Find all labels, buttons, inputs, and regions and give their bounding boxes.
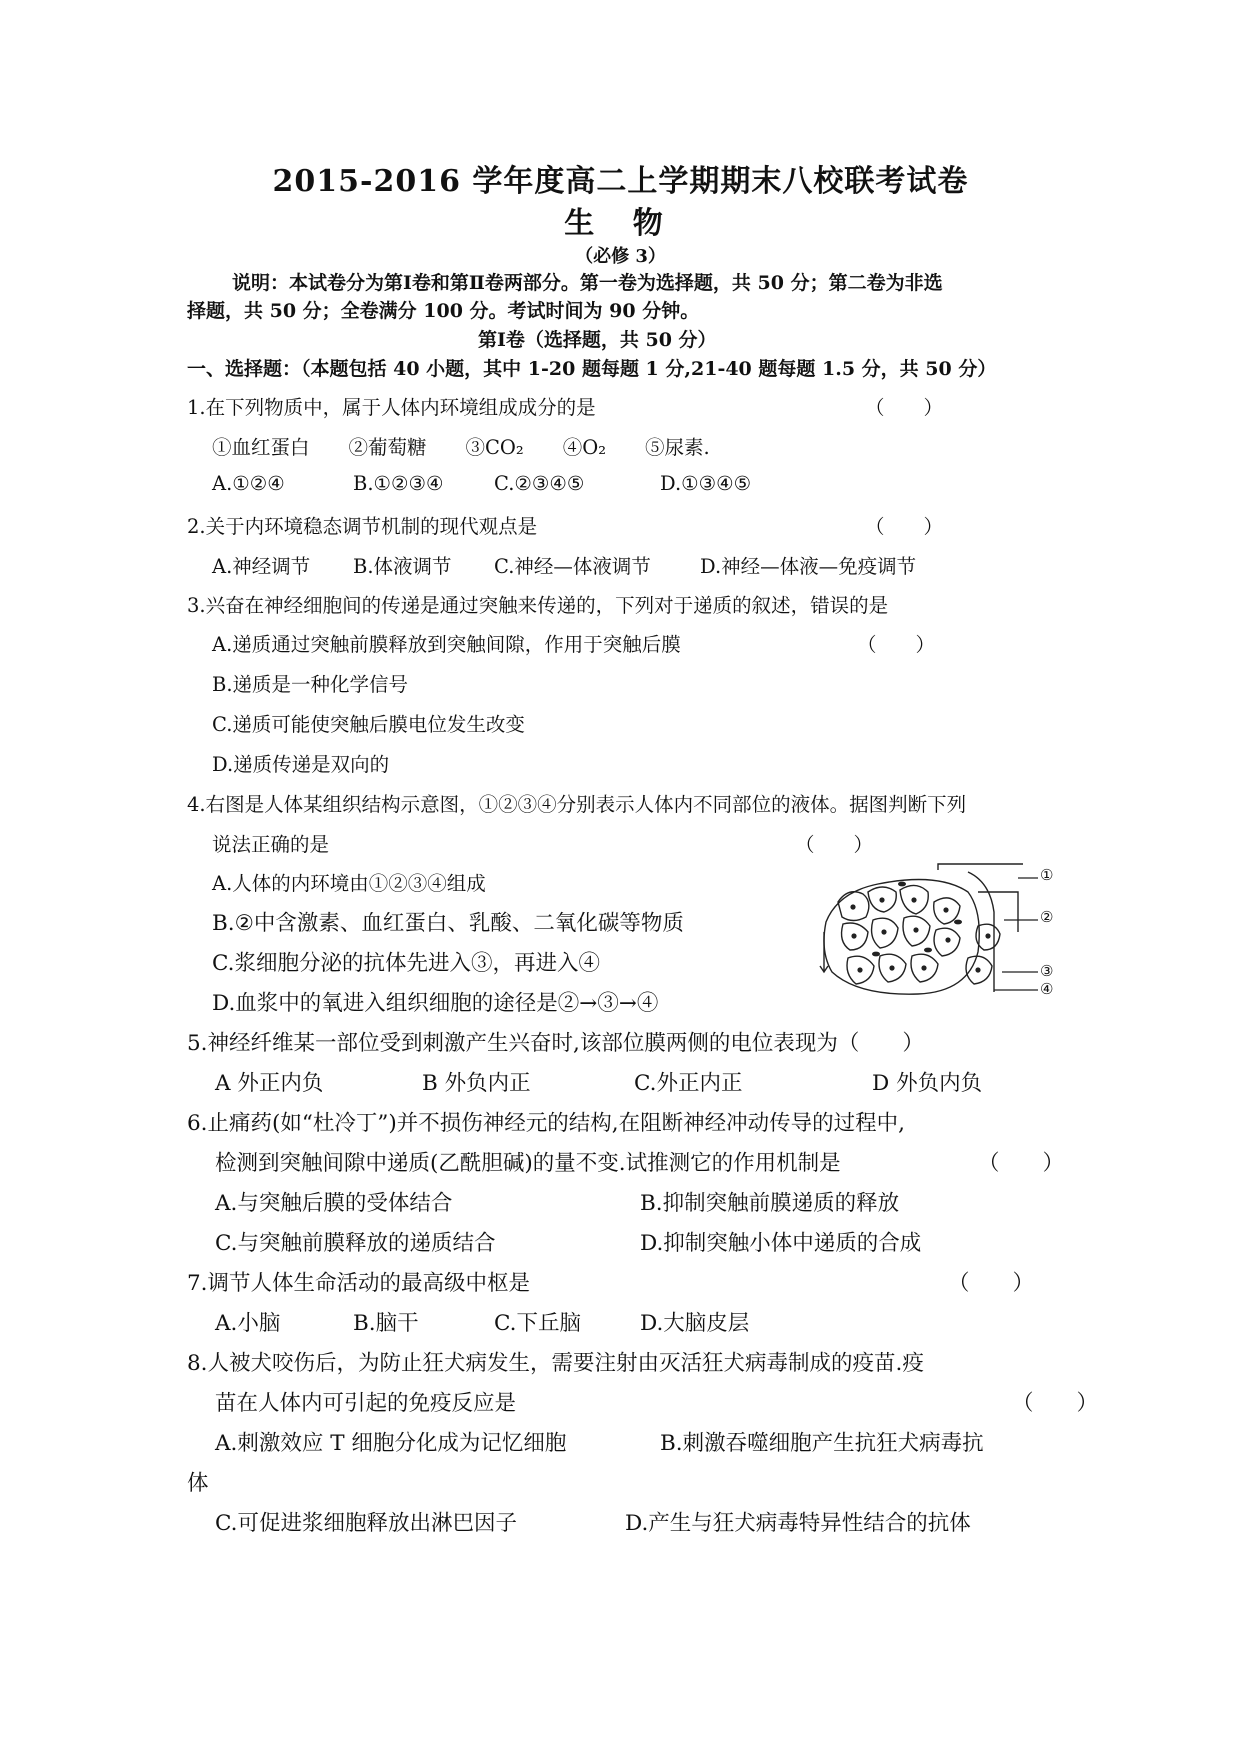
q4-option-d: D.血浆中的氧进入组织细胞的途径是②→③→④ [212,991,659,1016]
subject-title: 生 物 [564,206,677,241]
q3-option-a: A.递质通过突触前膜释放到突触间隙，作用于突触后膜 [212,633,681,656]
q3-option-b: B.递质是一种化学信号 [212,673,409,696]
diagram-label-4: ④ [1040,980,1054,998]
q8-stem-line-1: 8.人被犬咬伤后，为防止狂犬病发生，需要注射由灭活狂犬病毒制成的疫苗.疫 [187,1351,924,1376]
q4-option-c: C.浆细胞分泌的抗体先进入③，再进入④ [212,951,601,976]
q7-option-d: D.大脑皮层 [640,1311,750,1336]
q3-stem: 3.兴奋在神经细胞间的传递是通过突触来传递的，下列对于递质的叙述，错误的是 [187,594,889,617]
q6-option-a: A.与突触后膜的受体结合 [215,1191,453,1216]
instructions-line-1: 说明：本试卷分为第Ⅰ卷和第Ⅱ卷两部分。第一卷为选择题，共 50 分；第二卷为非选 [232,272,943,294]
q5-option-d: D 外负内负 [872,1071,983,1096]
q7-option-c: C.下丘脑 [494,1311,582,1336]
q3-answer-blank: （ ） [857,633,936,656]
q6-stem-line-2: 检测到突触间隙中递质(乙酰胆碱)的量不变.试推测它的作用机制是 [215,1151,841,1176]
part-title: 第Ⅰ卷（选择题，共 50 分） [478,329,717,351]
q6-answer-blank: （ ） [978,1151,1065,1176]
q7-option-a: A.小脑 [215,1311,281,1336]
q6-stem-line-1: 6.止痛药(如“杜冷丁”)并不损伤神经元的结构,在阻断神经冲动传导的过程中, [187,1111,905,1136]
q4-stem-line-2: 说法正确的是 [212,833,330,856]
q8-option-b-continued: 体 [187,1471,209,1496]
q8-option-a: A.刺激效应 T 细胞分化成为记忆细胞 [215,1431,567,1456]
q1-stem: 1.在下列物质中，属于人体内环境组成成分的是 [187,396,596,419]
q3-option-d: D.递质传递是双向的 [212,753,390,776]
q7-option-b: B.脑干 [353,1311,419,1336]
q8-stem-line-2: 苗在人体内可引起的免疫反应是 [215,1391,517,1416]
q6-option-c: C.与突触前膜释放的递质结合 [215,1231,496,1256]
q1-option-a: A.①②④ [212,472,285,495]
q4-answer-blank: （ ） [795,833,874,856]
diagram-label-1: ① [1040,866,1054,884]
module-label: （必修 3） [575,246,666,267]
section-title: 一、选择题：（本题包括 40 小题，其中 1-20 题每题 1 分,21-40 题每题 1.5 分，共 50 分） [187,358,997,380]
diagram-label-3: ③ [1040,962,1054,980]
q2-option-a: A.神经调节 [212,555,311,578]
q2-option-c: C.神经—体液调节 [494,555,651,578]
q2-answer-blank: （ ） [865,515,944,538]
q8-option-c: C.可促进浆细胞释放出淋巴因子 [215,1511,518,1536]
q5-option-a: A 外正内负 [215,1071,324,1096]
q5-option-b: B 外负内正 [422,1071,531,1096]
q5-option-c: C.外正内正 [634,1071,743,1096]
exam-title: 2015-2016 学年度高二上学期期末八校联考试卷 [272,164,969,199]
diagram-label-2: ② [1040,908,1054,926]
q1-option-c: C.②③④⑤ [494,472,585,495]
q2-stem: 2.关于内环境稳态调节机制的现代观点是 [187,515,538,538]
q1-option-b: B.①②③④ [353,472,444,495]
q4-option-a: A.人体的内环境由①②③④组成 [212,872,486,895]
q8-option-d: D.产生与狂犬病毒特异性结合的抗体 [625,1511,971,1536]
q7-answer-blank: （ ） [948,1271,1035,1296]
q8-option-b: B.刺激吞噬细胞产生抗狂犬病毒抗 [660,1431,984,1456]
q3-option-c: C.递质可能使突触后膜电位发生改变 [212,713,525,736]
q8-answer-blank: （ ） [1012,1391,1099,1416]
q1-items: ①血红蛋白 ②葡萄糖 ③CO₂ ④O₂ ⑤尿素. [212,436,710,459]
q6-option-d: D.抑制突触小体中递质的合成 [640,1231,922,1256]
q6-option-b: B.抑制突触前膜递质的释放 [640,1191,900,1216]
q5-stem: 5.神经纤维某一部位受到刺激产生兴奋时,该部位膜两侧的电位表现为（ ） [187,1031,924,1056]
q7-stem: 7.调节人体生命活动的最高级中枢是 [187,1271,531,1296]
q2-option-b: B.体液调节 [353,555,452,578]
instructions-line-2: 择题，共 50 分；全卷满分 100 分。考试时间为 90 分钟。 [187,300,700,322]
tissue-structure-diagram [818,862,1063,1007]
q4-stem-line-1: 4.右图是人体某组织结构示意图，①②③④分别表示人体内不同部位的液体。据图判断下列 [187,793,967,816]
q4-option-b: B.②中含激素、血红蛋白、乳酸、二氧化碳等物质 [212,911,684,936]
q2-option-d: D.神经—体液—免疫调节 [700,555,917,578]
q1-answer-blank: （ ） [865,396,944,419]
q1-option-d: D.①③④⑤ [660,472,752,495]
